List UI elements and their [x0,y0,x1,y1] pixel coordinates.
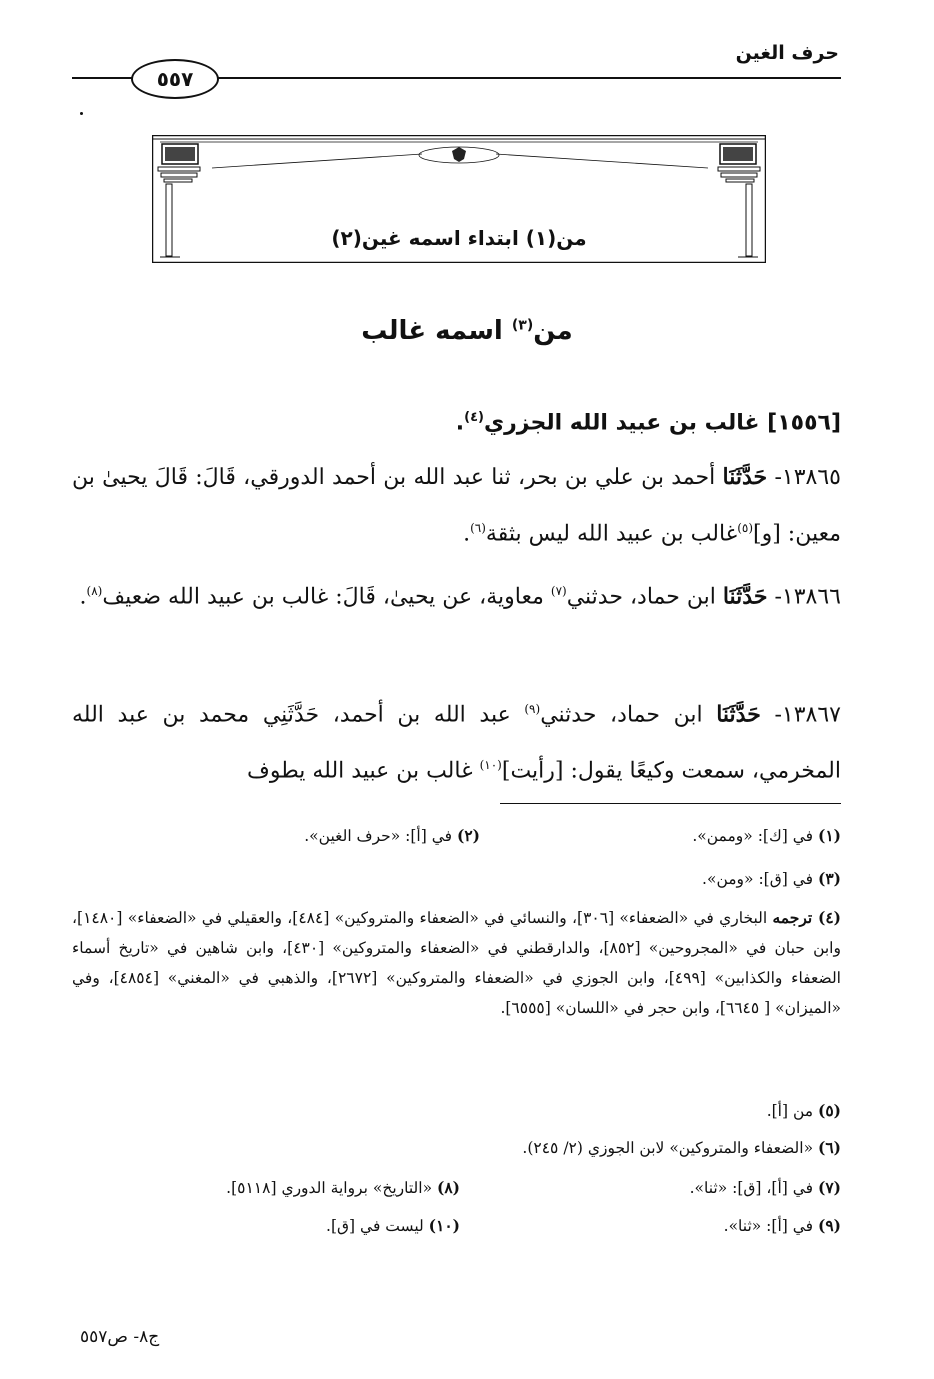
hadith-text: أحمد بن علي بن بحر، ثنا عبد الله بن أحمد الدورقي، قَالَ: قَالَ يحيىٰ بن معين: [و] [72,465,841,547]
footnote-number: (٤) [817,908,841,927]
footnote-number: (٩) [817,1216,841,1235]
footnote-text: في [ق]: «ومن». [702,870,818,888]
footnote-3 [441,866,841,892]
footnote-ref: (٨) [86,584,103,598]
footnote-1 [501,823,841,849]
hadith-text: غالب بن عبيد الله يطوف [247,758,480,784]
heading-prefix: من [533,316,573,346]
footnote-ref: (٥) [737,521,754,535]
footnote-text: في [أ]، [ق]: «ثنا». [689,1179,818,1197]
hadith-text: . [79,584,87,610]
footnote-ref: (٦) [470,521,486,535]
ink-dot [80,112,83,115]
footnote-number: (٥) [817,1101,841,1120]
page-number: ٥٥٧ [156,67,194,91]
footnote-text: «الضعفاء والمتروكين» لابن الجوزي (٢/ ٢٤٥). [522,1139,818,1157]
footnote-7 [581,1175,841,1201]
footnote-6 [341,1135,841,1161]
footnote-rule [500,803,841,804]
hadith-text: ابن حماد، حدثني [566,584,723,610]
hadith-number: ١٣٨٦٥- [774,465,841,490]
footnote-ref: (٧) [550,584,567,598]
footnote-text: في [أ]: «ثنا». [723,1217,818,1235]
hadith-number: ١٣٨٦٦- [774,584,841,610]
hadith-verb: حَدَّثَنَا [722,464,768,490]
entry-name: غالب بن عبيد الله الجزري [483,410,768,436]
section-heading [0,316,934,346]
footnote-number: (٧) [817,1178,841,1197]
hadith-verb: حَدَّثَنَا [716,701,761,728]
footnote-text: في [ك]: «وممن». [692,827,818,845]
footnote-number: (٦) [817,1138,841,1157]
footnote-number: (٣) [817,869,841,888]
entry-footnote-ref: (٤) [464,410,484,425]
hadith-13865 [72,452,841,559]
frame-title: من(١) ابتداء اسمه غين(٢) [331,226,587,250]
footnote-4 [72,903,841,1023]
footnote-ref: (١٠) [479,758,502,773]
footnote-9 [581,1213,841,1239]
footnote-2 [200,823,480,849]
footnote-text: البخاري في «الضعفاء» [٣٠٦]، والنسائي في «الضعفاء والمتروكين» [٤٨٤]، والعقيلي في «الضعفاء» [١٤٨٠]، وابن حبان في «المجروحين» [٨٥٢]، والدارقطني في «الضعفاء والمتروكين» [٤٣٠]، وابن شاهين في «تاريخ أسماء الضعفاء والكذابين» [٤٩٩]، وابن الجوزي في «الضعفاء والمتروكين» [٢٦٧٢]، والذهبي في «المغني» [٤٨٥٤]، وفي «الميزان» [ ٦٦٤٥]، وابن حجر في «اللسان» [٦٥٥٥]. [72,909,841,1017]
volume-page-ref: ج٨- ص٥٥٧ [80,1327,160,1347]
hadith-13867 [72,684,841,797]
footnote-number: (٢) [456,826,480,845]
footnote-number: (٨) [436,1178,460,1197]
footnote-text: في [أ]: «حرف الغين». [304,827,457,845]
footnote-10 [140,1213,460,1239]
footnote-ref: (٩) [524,702,541,716]
footnote-number: (١) [817,826,841,845]
page-number-badge [131,59,219,99]
footnote-text: «التاريخ» برواية الدوري [٥١١٨]. [226,1179,437,1197]
hadith-verb: حَدَّثَنَا [722,583,768,610]
entry-heading [72,392,841,448]
hadith-number: ١٣٨٦٧- [774,702,841,728]
hadith-text: معاوية، عن يحيىٰ، قَالَ: غالب بن عبيد الله ضعيف [102,584,551,610]
footnote-number: (١٠) [428,1216,460,1235]
hadith-text: غالب بن عبيد الله ليس بثقة [485,521,738,547]
footnote-5 [441,1098,841,1124]
entry-number: [١٥٥٦] [767,410,841,436]
hadith-13866 [72,566,841,622]
running-head: حرف الغين [735,42,839,64]
entry-end: . [455,410,465,436]
footnote-text: من [أ]. [766,1102,818,1120]
footnote-8 [140,1175,460,1201]
footnote-lead: ترجمه [772,908,818,927]
hadith-text: ابن حماد، حدثني [540,702,717,728]
heading-rest: اسمه غالب [361,316,512,346]
hadith-text: عبد الله بن أحمد، حَدَّثَنِي محمد بن عبد الله المخرمي، سمعت وكيعًا يقول: [رأيت] [72,702,841,784]
hadith-text: . [463,521,471,547]
heading-footnote-ref: (٣) [511,317,534,334]
footnote-text: ليست في [ق]. [326,1217,429,1235]
